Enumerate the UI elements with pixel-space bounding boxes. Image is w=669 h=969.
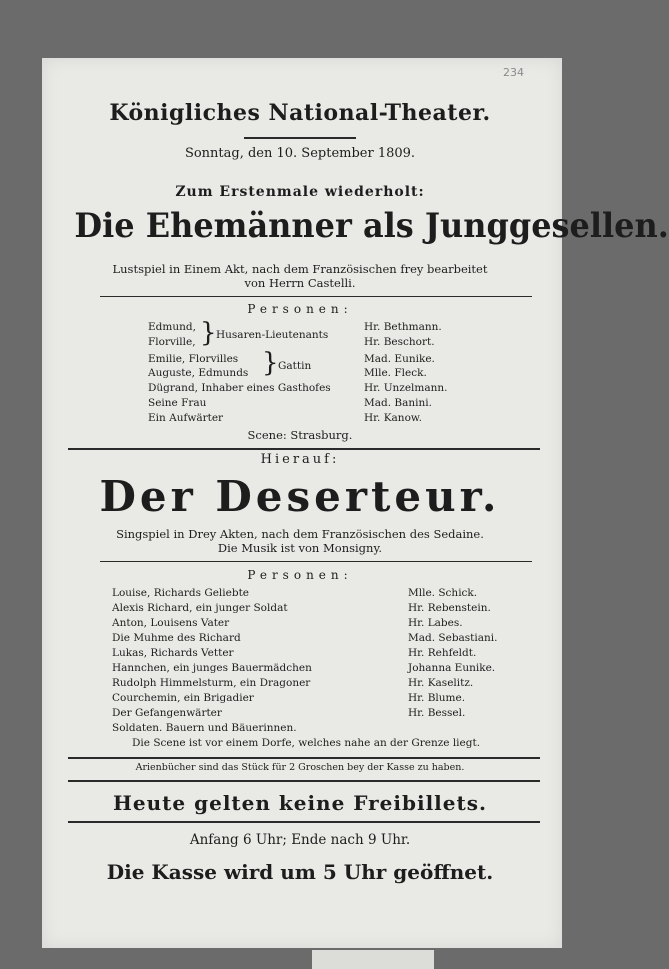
play1-title: Die Ehemänner als Junggesellen. [74, 206, 669, 246]
play1-actor-1: Hr. Bethmann. [364, 321, 442, 333]
divider [68, 780, 540, 782]
play2-role-7: Rudolph Himmelsturm, ein Dragoner [112, 677, 311, 689]
catalog-mark: 234 [503, 66, 524, 79]
play1-role-5: Dügrand, Inhaber eines Gasthofes [148, 382, 331, 394]
play1-subtitle-line2: von Herrn Castelli. [244, 276, 356, 290]
play2-extras: Soldaten. Bauern und Bäuerinnen. [112, 722, 297, 734]
play2-title: Der Deserteur. [99, 472, 501, 521]
play1-subtitle-line1: Lustspiel in Einem Akt, nach dem Französischen frey bearbeitet [112, 262, 488, 276]
brace-icon: } [262, 348, 279, 378]
play2-subtitle-line1: Singspiel in Drey Akten, nach dem Französischen des Sedaine. [116, 527, 484, 541]
performance-date: Sonntag, den 10. September 1809. [184, 146, 416, 161]
play2-role-5: Lukas, Richards Vetter [112, 647, 234, 659]
play1-role-2: Florville, [148, 336, 196, 348]
play2-scene: Die Scene ist vor einem Dorfe, welches nahe an der Grenze liegt. [132, 737, 481, 749]
play2-role-3: Anton, Louisens Vater [112, 617, 230, 629]
play1-actor-7: Hr. Kanow. [364, 412, 422, 424]
free-tickets-notice: Heute gelten keine Freibillets. [113, 791, 487, 815]
play1-actor-5: Hr. Unzelmann. [364, 382, 448, 394]
play2-persons-heading: Personen: [247, 568, 353, 582]
play2-actor-2: Hr. Rebenstein. [408, 602, 491, 614]
play1-role-6: Seine Frau [148, 397, 207, 409]
play2-actor-8: Hr. Blume. [408, 692, 466, 704]
play1-actor-6: Mad. Banini. [364, 397, 432, 409]
play1-actor-4: Mlle. Fleck. [364, 367, 427, 379]
play1-group2-label: Gattin [278, 360, 312, 372]
play1-actor-3: Mad. Eunike. [364, 353, 435, 365]
play2-role-1: Louise, Richards Geliebte [112, 587, 250, 599]
play2-actor-6: Johanna Eunike. [408, 662, 496, 674]
divider [68, 757, 540, 759]
brace-icon: } [200, 318, 217, 348]
play1-role-1: Edmund, [148, 321, 196, 333]
divider [100, 561, 532, 562]
play2-subtitle-line2: Die Musik ist von Monsigny. [217, 541, 383, 555]
play1-scene: Scene: Strasburg. [247, 428, 353, 442]
box-office-opening: Die Kasse wird um 5 Uhr geöffnet. [106, 860, 494, 884]
play2-role-2: Alexis Richard, ein junger Soldat [112, 602, 288, 614]
divider [100, 296, 532, 297]
play2-actor-3: Hr. Labes. [408, 617, 463, 629]
play1-role-7: Ein Aufwärter [148, 412, 224, 424]
play2-actor-9: Hr. Bessel. [408, 707, 466, 719]
hierauf-line: Hierauf: [260, 452, 340, 467]
play1-persons-heading: Personen: [247, 302, 353, 316]
play1-role-3: Emilie, Florvilles [148, 353, 239, 365]
play2-role-6: Hannchen, ein junges Bauermädchen [112, 662, 312, 674]
play2-actor-5: Hr. Rehfeldt. [408, 647, 477, 659]
title-rule [244, 137, 356, 139]
occasion-line: Zum Erstenmale wiederholt: [175, 184, 425, 200]
play2-actor-7: Hr. Kaselitz. [408, 677, 474, 689]
play2-role-8: Courchemin, ein Brigadier [112, 692, 254, 704]
play2-actor-4: Mad. Sebastiani. [408, 632, 498, 644]
divider [68, 821, 540, 823]
theatre-title: Königliches National-Theater. [109, 100, 491, 126]
play1-actor-2: Hr. Beschort. [364, 336, 435, 348]
arias-note: Arienbücher sind das Stück für 2 Groschen bey der Kasse zu haben. [135, 762, 465, 773]
divider [68, 448, 540, 450]
play1-group1-label: Husaren-Lieutenants [216, 329, 329, 341]
play1-role-4: Auguste, Edmunds [148, 367, 249, 379]
play2-actor-1: Mlle. Schick. [408, 587, 478, 599]
play2-role-9: Der Gefangenwärter [112, 707, 222, 719]
play2-role-4: Die Muhme des Richard [112, 632, 241, 644]
mount-strip [312, 950, 434, 969]
performance-times: Anfang 6 Uhr; Ende nach 9 Uhr. [189, 832, 411, 848]
